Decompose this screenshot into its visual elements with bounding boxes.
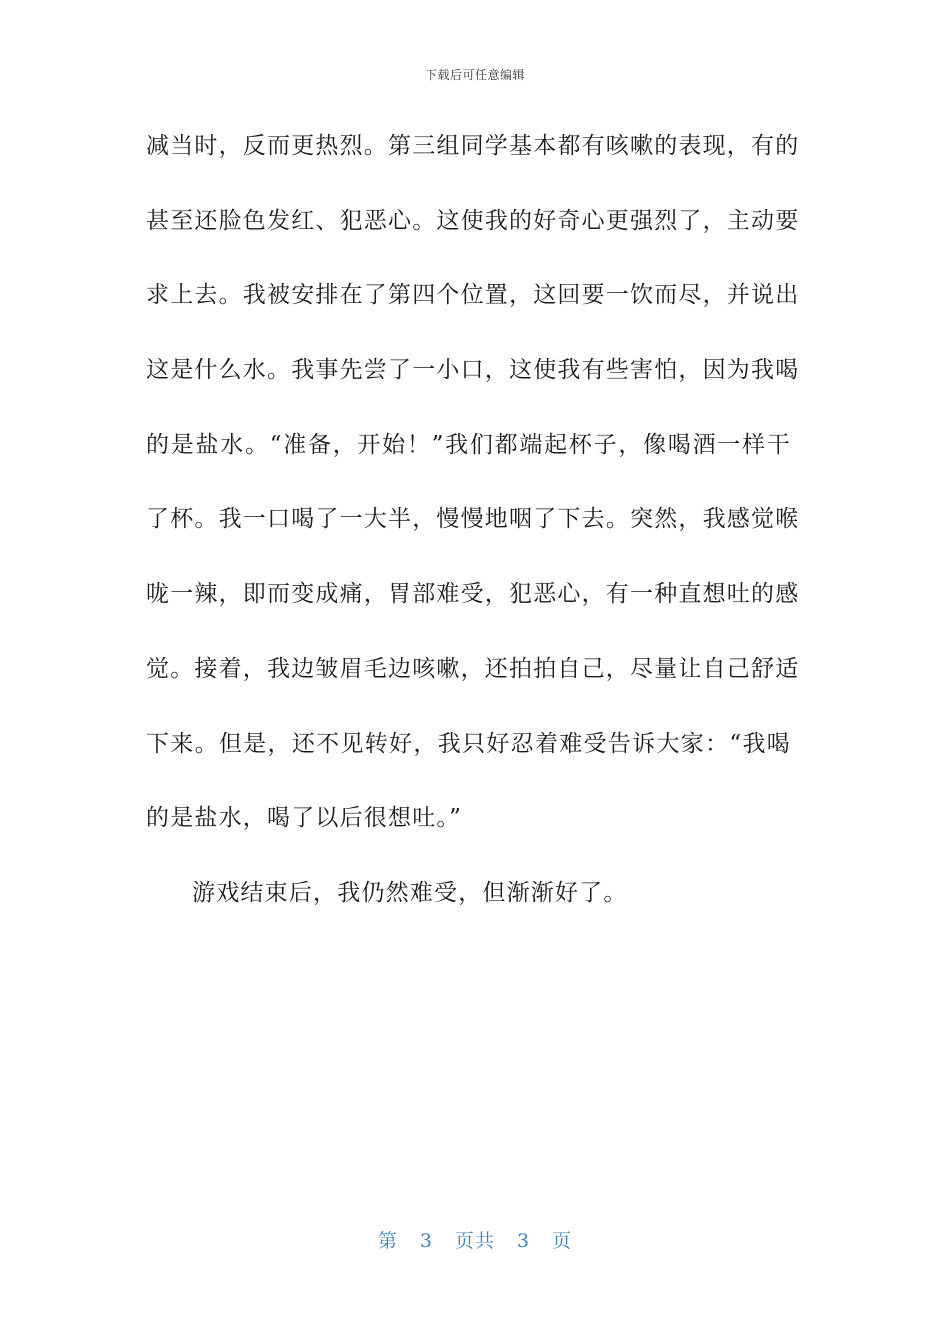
footer-total-pages: 3 <box>517 1230 531 1252</box>
paragraph-line: 甚至还脸色发红、犯恶心。这使我的好奇心更强烈了，主动要 <box>146 207 800 234</box>
paragraph-line: 下来。但是，还不见转好，我只好忍着难受告诉大家：“我喝 <box>146 730 791 757</box>
paragraph-line: 觉。接着，我边皱眉毛边咳嗽，还拍拍自己，尽量让自己舒适 <box>146 655 800 682</box>
paragraph-line: 游戏结束后，我仍然难受，但渐渐好了。 <box>192 879 628 906</box>
paragraph-line: 的是盐水，喝了以后很想吐。” <box>146 805 463 832</box>
paragraph-line: 咙一辣，即而变成痛，胃部难受，犯恶心，有一种直想吐的感 <box>146 581 800 608</box>
footer-page-word: 第 <box>377 1230 398 1252</box>
footer-page-suffix: 页 <box>552 1230 573 1252</box>
paragraph-line: 了杯。我一口喝了一大半，慢慢地咽了下去。突然，我感觉喉 <box>146 506 800 533</box>
paragraph-line: 的是盐水。“准备，开始！”我们都端起杯子，像喝酒一样干 <box>146 431 791 458</box>
paragraph-line: 减当时，反而更热烈。第三组同学基本都有咳嗽的表现，有的 <box>146 133 800 159</box>
paragraph-line: 求上去。我被安排在了第四个位置，这回要一饮而尽，并说出 <box>146 282 800 309</box>
page-footer <box>0 1226 950 1253</box>
paragraph-line: 这是什么水。我事先尝了一小口，这使我有些害怕，因为我喝 <box>146 357 800 384</box>
page-header: 下载后可任意编辑 <box>424 68 525 82</box>
document-body <box>146 119 800 941</box>
footer-total-prefix: 页共 <box>454 1230 495 1252</box>
footer-current-page: 3 <box>419 1230 433 1252</box>
